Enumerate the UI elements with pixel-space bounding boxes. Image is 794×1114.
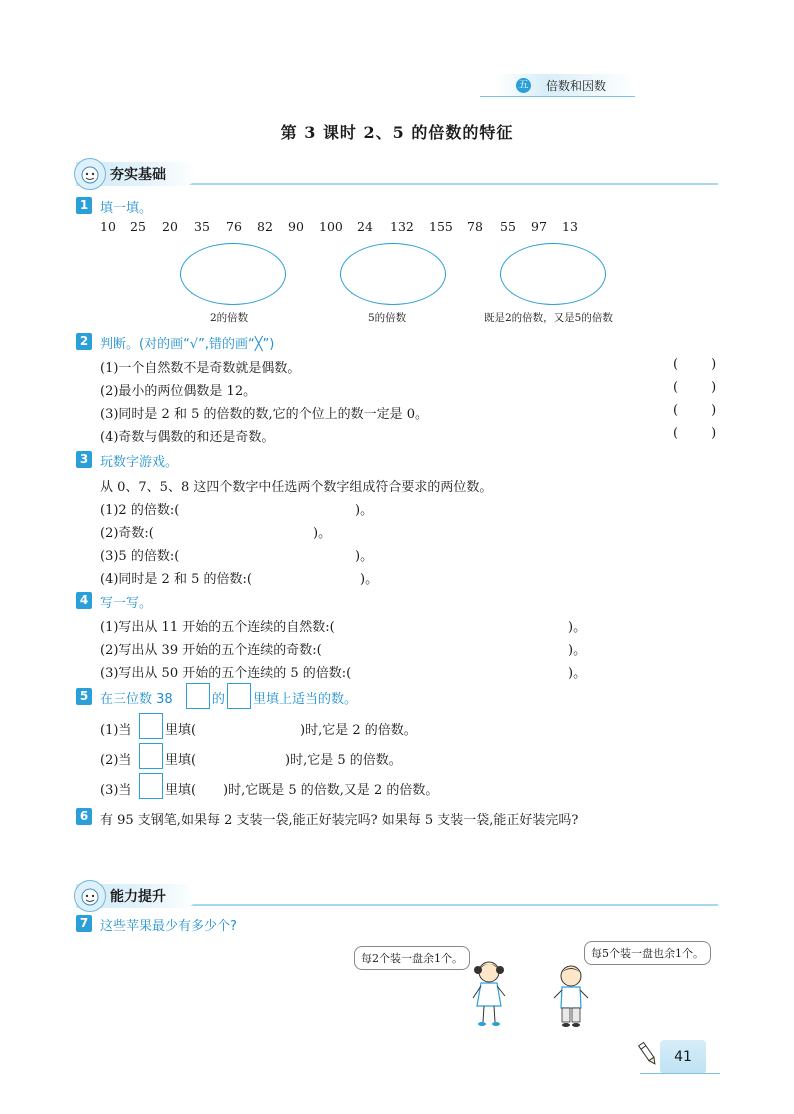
answer-oval-5[interactable] [340, 243, 446, 305]
oval-label: 5的倍数 [368, 312, 407, 324]
question-number: 4 [76, 592, 92, 609]
question-intro: 从 0、7、5、8 这四个数字中任选两个数字组成符合要求的两位数。 [100, 480, 493, 495]
judge-item: (2)最小的两位偶数是 12。 [100, 384, 257, 399]
fill-item-label: (3)5 的倍数:( [100, 549, 180, 564]
fill-item-a: (2)当 [100, 753, 132, 768]
question-title-part: 在三位数 38 [100, 692, 173, 707]
question-number: 3 [76, 451, 92, 468]
page-number: 41 [674, 1049, 692, 1065]
number-item: 97 [531, 219, 547, 234]
unit-badge: 五 [516, 78, 531, 93]
number-item: 35 [194, 219, 210, 234]
number-item: 78 [467, 219, 483, 234]
fill-item-close: )。 [313, 526, 332, 541]
speech-bubble-right: 每5个装一盘也余1个。 [584, 941, 711, 965]
fill-item-close: )。 [568, 643, 587, 658]
fill-item-label: (2)奇数:( [100, 526, 154, 541]
number-item: 20 [162, 219, 178, 234]
digit-box [186, 683, 210, 709]
fill-item-c: )时,它是 5 的倍数。 [285, 753, 402, 768]
question-number: 7 [76, 915, 92, 932]
judge-item: (1)一个自然数不是奇数就是偶数。 [100, 361, 301, 376]
question-title: 填一填。 [100, 201, 153, 216]
pencil-icon [638, 1040, 658, 1068]
fill-item-a: (3)当 [100, 783, 132, 798]
question-title: 判断。(对的画“√”,错的画“╳”) [100, 337, 275, 352]
girl-illustration-icon [466, 958, 512, 1028]
digit-box [227, 683, 251, 709]
fill-item-c: )时,它是 2 的倍数。 [300, 723, 417, 738]
number-item: 90 [288, 219, 304, 234]
answer-oval-both[interactable] [500, 243, 606, 305]
answer-paren[interactable]: ( ) [673, 403, 717, 418]
digit-box[interactable] [139, 713, 163, 739]
question-title: 这些苹果最少有多少个? [100, 919, 237, 934]
fill-item-close: )。 [568, 666, 587, 681]
number-item: 132 [390, 219, 414, 234]
oval-label: 既是2的倍数，又是5的倍数 [484, 312, 613, 324]
fill-item-c: )时,它既是 5 的倍数,又是 2 的倍数。 [223, 783, 439, 798]
digit-box[interactable] [139, 743, 163, 769]
boy-illustration-icon [548, 962, 594, 1030]
question-title: 玩数字游戏。 [100, 455, 179, 470]
number-item: 13 [562, 219, 578, 234]
question-number: 2 [76, 333, 92, 350]
answer-oval-2[interactable] [180, 243, 286, 305]
judge-item: (4)奇数与偶数的和还是奇数。 [100, 430, 275, 445]
answer-paren[interactable]: ( ) [673, 357, 717, 372]
answer-paren[interactable]: ( ) [673, 380, 717, 395]
fill-item-label: (3)写出从 50 开始的五个连续的 5 的倍数:( [100, 666, 352, 681]
lesson-title: 第 3 课时 2、5 的倍数的特征 [280, 123, 514, 142]
mascot-icon [74, 158, 106, 190]
question-title: 写一写。 [100, 596, 153, 611]
number-item: 24 [357, 219, 373, 234]
fill-item-close: )。 [355, 549, 374, 564]
number-item: 10 [100, 219, 116, 234]
section1-title: 夯实基础 [110, 167, 166, 183]
oval-label: 2的倍数 [210, 312, 249, 324]
judge-item: (3)同时是 2 和 5 的倍数的数,它的个位上的数一定是 0。 [100, 407, 429, 422]
section2-title: 能力提升 [110, 889, 166, 905]
fill-item-label: (4)同时是 2 和 5 的倍数:( [100, 572, 252, 587]
question-text: 有 95 支钢笔,如果每 2 支装一袋,能正好装完吗? 如果每 5 支装一袋,能正好装完吗? [100, 813, 579, 828]
fill-item-b: 里填( [165, 753, 197, 768]
page-number-rule [640, 1073, 720, 1074]
question-number: 5 [76, 688, 92, 705]
fill-item-label: (2)写出从 39 开始的五个连续的奇数:( [100, 643, 322, 658]
number-item: 55 [500, 219, 516, 234]
mascot-icon [74, 880, 106, 912]
fill-item-b: 里填( [165, 783, 197, 798]
number-item: 25 [130, 219, 146, 234]
question-title-part: 里填上适当的数。 [253, 692, 358, 707]
number-item: 100 [319, 219, 343, 234]
speech-bubble-left: 每2个装一盘余1个。 [354, 946, 470, 970]
fill-item-label: (1)写出从 11 开始的五个连续的自然数:( [100, 620, 335, 635]
fill-item-b: 里填( [165, 723, 197, 738]
question-number: 6 [76, 808, 92, 825]
digit-box[interactable] [139, 773, 163, 799]
section1-rule [160, 183, 718, 185]
fill-item-a: (1)当 [100, 723, 132, 738]
question-title-part: 的 [212, 692, 226, 707]
fill-item-close: )。 [568, 620, 587, 635]
fill-item-close: )。 [360, 572, 379, 587]
unit-header-rule [480, 96, 635, 97]
fill-item-label: (1)2 的倍数:( [100, 503, 180, 518]
answer-paren[interactable]: ( ) [673, 426, 717, 441]
fill-item-close: )。 [355, 503, 374, 518]
unit-title: 倍数和因数 [546, 79, 607, 93]
number-item: 155 [429, 219, 453, 234]
question-number: 1 [76, 197, 92, 214]
number-item: 82 [257, 219, 273, 234]
number-item: 76 [226, 219, 242, 234]
section2-rule [160, 904, 718, 906]
